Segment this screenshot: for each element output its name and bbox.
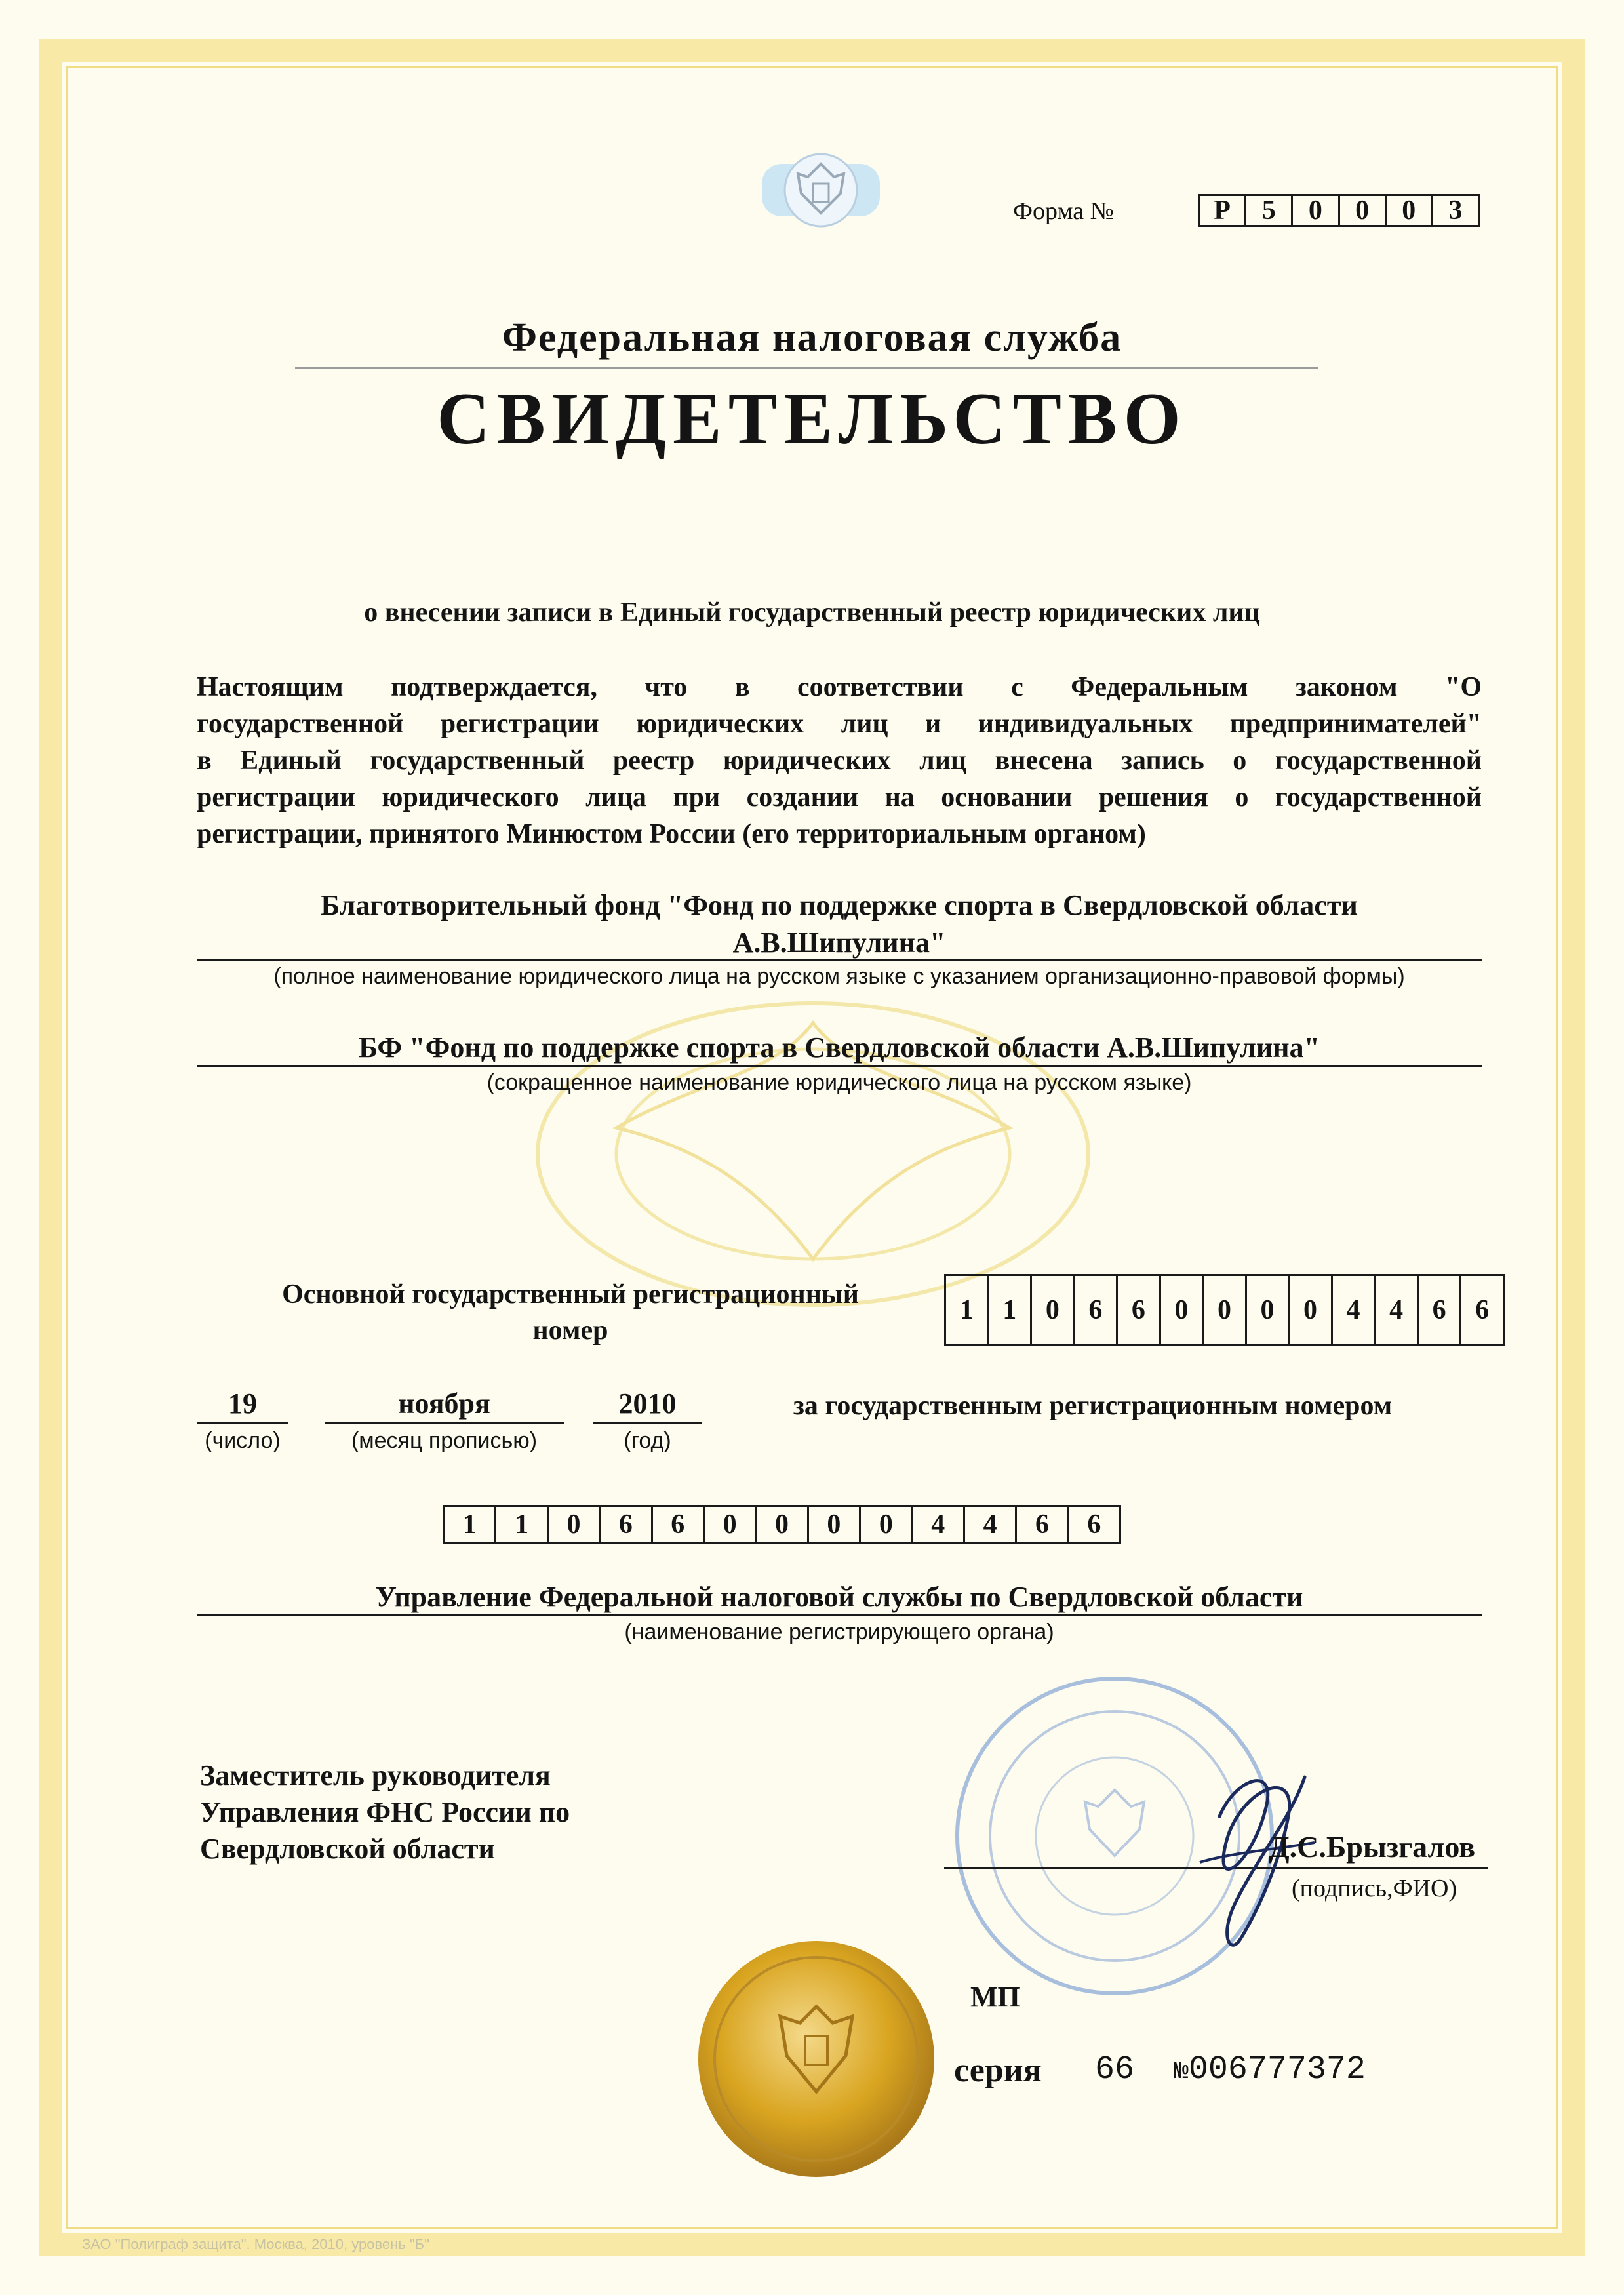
authority-caption: (наименование регистрирующего органа) (624, 1620, 1054, 1645)
ogrn-cell: 0 (1204, 1276, 1247, 1344)
blank-number (1174, 2051, 1366, 2088)
grn-cell: 1 (445, 1507, 496, 1542)
gold-seal (695, 1938, 938, 2180)
ogrn-label-line2: номер (532, 1315, 608, 1346)
mp-label: МП (970, 1981, 1020, 2013)
grn-cell: 6 (1017, 1507, 1069, 1542)
forma-code-boxes (1198, 194, 1480, 227)
ogrn-cell: 6 (1475, 1295, 1490, 1325)
year-caption: (год) (624, 1428, 671, 1453)
ogrn-cell: 0 (1247, 1276, 1290, 1344)
date-day: 19 (228, 1387, 257, 1420)
month-underline (325, 1422, 564, 1424)
body-paragraph (197, 669, 1482, 852)
ogrn-cell: 4 (1376, 1276, 1419, 1344)
position-line: Заместитель руководителя (200, 1759, 551, 1791)
short-name-caption: (сокращенное наименование юридического лица на русском языке) (486, 1070, 1192, 1095)
grn-cell: 0 (809, 1507, 861, 1542)
grn-cell: 4 (913, 1507, 965, 1542)
signature-caption: (подпись,ФИО) (1292, 1875, 1457, 1902)
forma-code-cell: 3 (1448, 195, 1463, 226)
ogrn-label-line1: Основной государственный регистрационный (282, 1279, 859, 1309)
ogrn-cell: 6 (1419, 1276, 1462, 1344)
ogrn-boxes (944, 1274, 1505, 1346)
forma-code-cell: 0 (1340, 196, 1387, 225)
body-line: в Единый государственный реестр юридических лиц внесена запись о государственной (197, 746, 1482, 776)
date-month: ноября (398, 1387, 490, 1420)
ogrn-cell: 1 (946, 1276, 989, 1344)
forma-code-cell: Р (1200, 196, 1246, 225)
number-value: 006777372 (1188, 2051, 1366, 2088)
printer-note: ЗАО "Полиграф защита". Москва, 2010, уровень "Б" (82, 2236, 429, 2252)
ogrn-cell: 4 (1333, 1276, 1376, 1344)
forma-label: Форма № (1013, 197, 1114, 225)
month-caption: (месяц прописью) (351, 1428, 538, 1453)
ogrn-cell: 6 (1118, 1276, 1161, 1344)
day-caption: (число) (205, 1428, 281, 1453)
year-underline (593, 1422, 702, 1424)
agency-name: Федеральная налоговая служба (502, 315, 1122, 360)
full-name-caption: (полное наименование юридического лица на русском языке с указанием организационно-правовой формы) (273, 964, 1405, 989)
series-label: серия (954, 2052, 1042, 2089)
emblem-icon (762, 148, 880, 233)
series-value: 66 (1095, 2051, 1135, 2088)
ogrn-cell: 0 (1161, 1276, 1204, 1344)
date-year: 2010 (618, 1387, 677, 1420)
authority-name: Управление Федеральной налоговой службы по Свердловской области (375, 1581, 1303, 1613)
forma-code-cell: 0 (1387, 196, 1433, 225)
grn-cell: 6 (601, 1507, 652, 1542)
entity-full-name-line2: А.В.Шипулина" (732, 927, 946, 959)
day-underline (197, 1422, 288, 1424)
document-title: СВИДЕТЕЛЬСТВО (437, 378, 1187, 460)
forma-code-cell: 5 (1246, 196, 1293, 225)
grn-boxes (443, 1505, 1121, 1544)
position-line: Управления ФНС России по (200, 1796, 570, 1828)
ogrn-cell: 0 (1290, 1276, 1333, 1344)
ogrn-cell: 0 (1032, 1276, 1075, 1344)
body-line: государственной регистрации юридических лиц и индивидуальных предпринимателей" (197, 709, 1482, 739)
grn-cell: 0 (705, 1507, 757, 1542)
title-divider (295, 367, 1318, 369)
authority-underline (197, 1614, 1482, 1616)
grn-cell: 6 (653, 1507, 705, 1542)
grn-cell: 1 (496, 1507, 548, 1542)
grn-cell: 4 (965, 1507, 1017, 1542)
reg-number-text: за государственным регистрационным номером (793, 1391, 1393, 1421)
entity-short-name: БФ "Фонд по поддержке спорта в Свердловской области А.В.Шипулина" (358, 1031, 1320, 1064)
signatory-name: Д.С.Брызгалов (1269, 1830, 1476, 1864)
document-subtitle: о внесении записи в Единый государственный реестр юридических лиц (364, 597, 1260, 628)
grn-cell: 0 (549, 1507, 601, 1542)
grn-cell: 0 (861, 1507, 913, 1542)
entity-full-name-line1: Благотворительный фонд "Фонд по поддержке спорта в Свердловской области (321, 889, 1358, 921)
body-line: регистрации юридического лица при создании на основании решения о государственной (197, 782, 1482, 812)
body-line: Настоящим подтверждается, что в соответствии с Федеральным законом "О (197, 672, 1482, 702)
ogrn-cell: 6 (1075, 1276, 1119, 1344)
body-line: регистрации, принятого Минюстом России (его территориальным органом) (197, 819, 1146, 849)
position-line: Свердловской области (200, 1833, 495, 1865)
short-name-underline (197, 1065, 1482, 1067)
grn-cell: 6 (1087, 1509, 1101, 1540)
forma-code-cell: 0 (1293, 196, 1339, 225)
number-sign: № (1174, 2058, 1189, 2086)
full-name-underline (197, 959, 1482, 961)
ogrn-cell: 1 (989, 1276, 1033, 1344)
grn-cell: 0 (757, 1507, 808, 1542)
signatory-position (200, 1757, 570, 1867)
